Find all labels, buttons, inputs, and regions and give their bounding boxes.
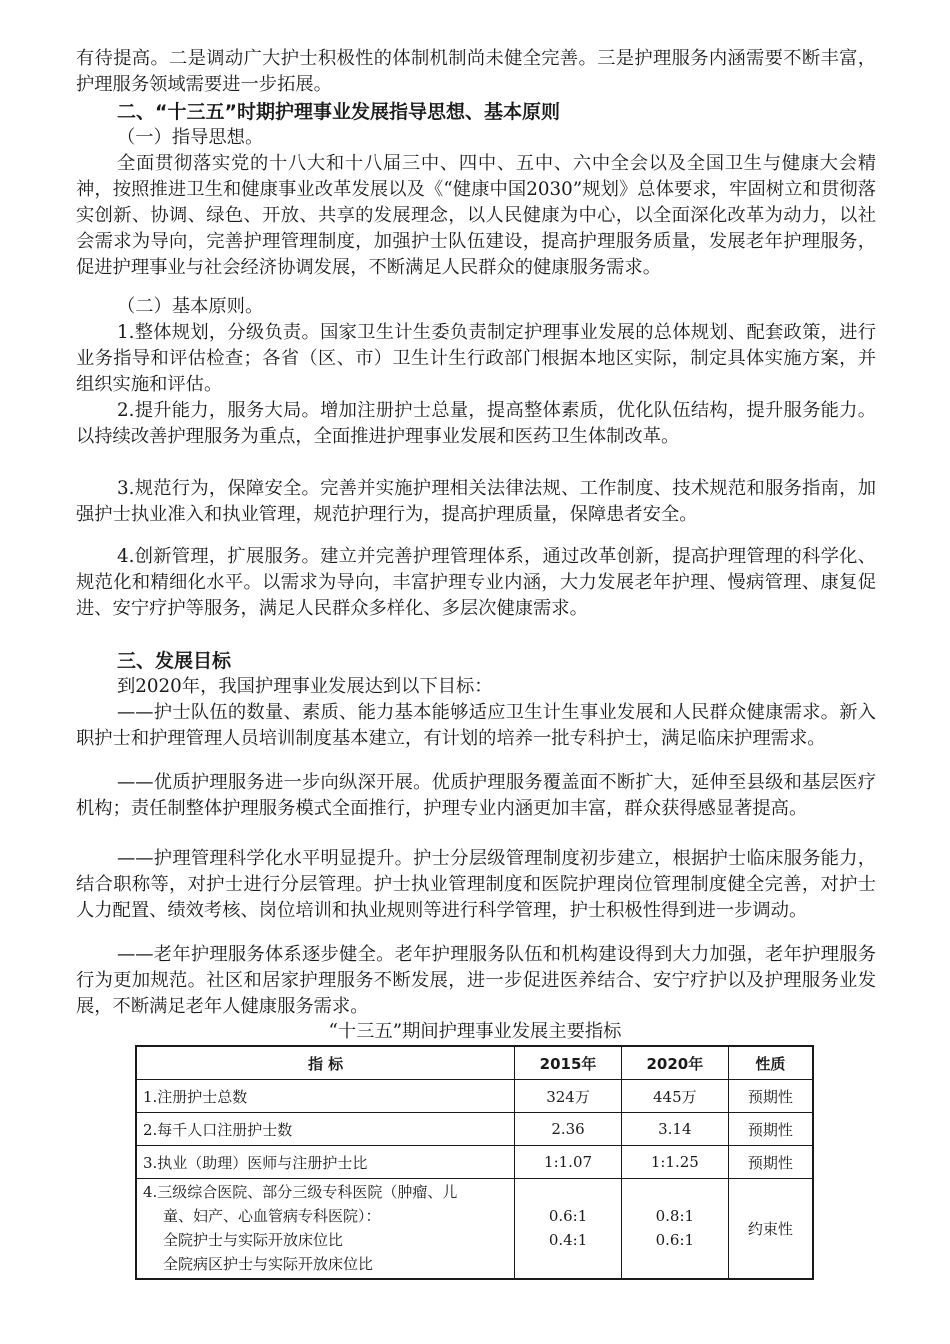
cell-indicator-multiline xyxy=(136,1179,515,1279)
table-header-row xyxy=(136,1046,813,1080)
indicators-table xyxy=(135,1045,814,1280)
cell-nature: 预期性 xyxy=(728,1146,813,1179)
header-2015: 2015年 xyxy=(515,1046,622,1080)
paragraph: 3.规范行为，保障安全。完善并实施护理相关法律法规、工作制度、技术规范和服务指南，加强护士执业准入和执业管理，规范护理行为，提高护理质量，保障患者安全。 xyxy=(76,478,876,526)
header-nature: 性质 xyxy=(728,1046,813,1080)
cell-2020: 445万 xyxy=(621,1080,728,1113)
header-2020: 2020年 xyxy=(621,1046,728,1080)
indicator-line: 4.三级综合医院、部分三级专科医院（肿瘤、儿 xyxy=(143,1183,458,1202)
table-row xyxy=(136,1113,813,1146)
paragraph: ——护士队伍的数量、素质、能力基本能够适应卫生计生事业发展和人民群众健康需求。新入职护士和护理管理人员培训制度基本建立，有计划的培养一批专科护士，满足临床护理需求。 xyxy=(76,702,876,750)
table-row xyxy=(136,1080,813,1113)
cell-nature: 预期性 xyxy=(728,1080,813,1113)
cell-nature: 约束性 xyxy=(728,1179,813,1279)
indicator-line: 童、妇产、心血管病专科医院）： xyxy=(163,1207,381,1226)
cell-indicator: 2.每千人口注册护士数 xyxy=(136,1113,515,1146)
value-line: 0.4:1 xyxy=(548,1231,588,1250)
indicator-line: 全院护士与实际开放床位比 xyxy=(163,1231,344,1250)
cell-nature: 预期性 xyxy=(728,1113,813,1146)
cell-2015 xyxy=(515,1179,622,1279)
cell-2020 xyxy=(621,1179,728,1279)
table-row xyxy=(136,1179,813,1279)
paragraph: 4.创新管理，扩展服务。建立并完善护理管理体系，通过改革创新，提高护理管理的科学化、规范化和精细化水平。以需求为导向，丰富护理专业内涵，大力发展老年护理、慢病管理、康复促进、安宁疗护等服务，满足人民群众多样化、多层次健康需求。 xyxy=(76,546,876,620)
section-heading: 三、发展目标 xyxy=(117,650,232,672)
paragraph: 到2020年，我国护理事业发展达到以下目标： xyxy=(117,676,493,697)
paragraph: ——护理管理科学化水平明显提升。护士分层级管理制度初步建立，根据护士临床服务能力，结合职称等，对护士进行分层管理。护士执业管理制度和医院护理岗位管理制度健全完善，对护士人力配置、绩效考核、岗位培训和执业规则等进行科学管理，护士积极性得到进一步调动。 xyxy=(76,848,876,922)
cell-2020: 3.14 xyxy=(621,1113,728,1146)
indicator-line: 全院病区护士与实际开放床位比 xyxy=(163,1255,374,1274)
cell-2020: 1:1.25 xyxy=(621,1146,728,1179)
table-caption: “十三五”期间护理事业发展主要指标 xyxy=(328,1021,622,1042)
cell-indicator: 3.执业（助理）医师与注册护士比 xyxy=(136,1146,515,1179)
paragraph: 有待提高。二是调动广大护士积极性的体制机制尚未健全完善。三是护理服务内涵需要不断丰富，护理服务领域需要进一步拓展。 xyxy=(76,48,876,96)
value-line: 0.6:1 xyxy=(548,1207,588,1226)
subsection-heading: （一）指导思想。 xyxy=(117,127,264,148)
cell-indicator: 1.注册护士总数 xyxy=(136,1080,515,1113)
paragraph: 2.提升能力，服务大局。增加注册护士总量，提高整体素质，优化队伍结构，提升服务能力。以持续改善护理服务为重点，全面推进护理事业发展和医药卫生体制改革。 xyxy=(76,400,876,448)
cell-2015: 324万 xyxy=(515,1080,622,1113)
table-row xyxy=(136,1146,813,1179)
value-line: 0.6:1 xyxy=(655,1231,695,1250)
header-indicator: 指 标 xyxy=(136,1046,515,1080)
paragraph: ——老年护理服务体系逐步健全。老年护理服务队伍和机构建设得到大力加强，老年护理服务行为更加规范。社区和居家护理服务不断发展，进一步促进医养结合、安宁疗护以及护理服务业发展，不断满足老年人健康服务需求。 xyxy=(76,944,876,1018)
subsection-heading: （二）基本原则。 xyxy=(117,296,264,317)
cell-2015: 2.36 xyxy=(515,1113,622,1146)
value-line: 0.8:1 xyxy=(655,1207,695,1226)
paragraph: 1.整体规划，分级负责。国家卫生计生委负责制定护理事业发展的总体规划、配套政策，进行业务指导和评估检查；各省（区、市）卫生计生行政部门根据本地区实际，制定具体实施方案，并组织实施和评估。 xyxy=(76,322,876,396)
cell-2015: 1:1.07 xyxy=(515,1146,622,1179)
paragraph: 全面贯彻落实党的十八大和十八届三中、四中、五中、六中全会以及全国卫生与健康大会精神，按照推进卫生和健康事业改革发展以及《“健康中国2030”规划》总体要求，牢固树立和贯彻落实创新、协调、绿色、开放、共享的发展理念，以人民健康为中心，以全面深化改革为动力，以社会需求为导向，完善护理管理制度，加强护士队伍建设，提高护理服务质量，发展老年护理服务，促进护理事业与社会经济协调发展，不断满足人民群众的健康服务需求。 xyxy=(76,153,876,279)
paragraph: ——优质护理服务进一步向纵深开展。优质护理服务覆盖面不断扩大，延伸至县级和基层医疗机构；责任制整体护理服务模式全面推行，护理专业内涵更加丰富，群众获得感显著提高。 xyxy=(76,772,876,820)
section-heading: 二、“十三五”时期护理事业发展指导思想、基本原则 xyxy=(117,101,560,123)
